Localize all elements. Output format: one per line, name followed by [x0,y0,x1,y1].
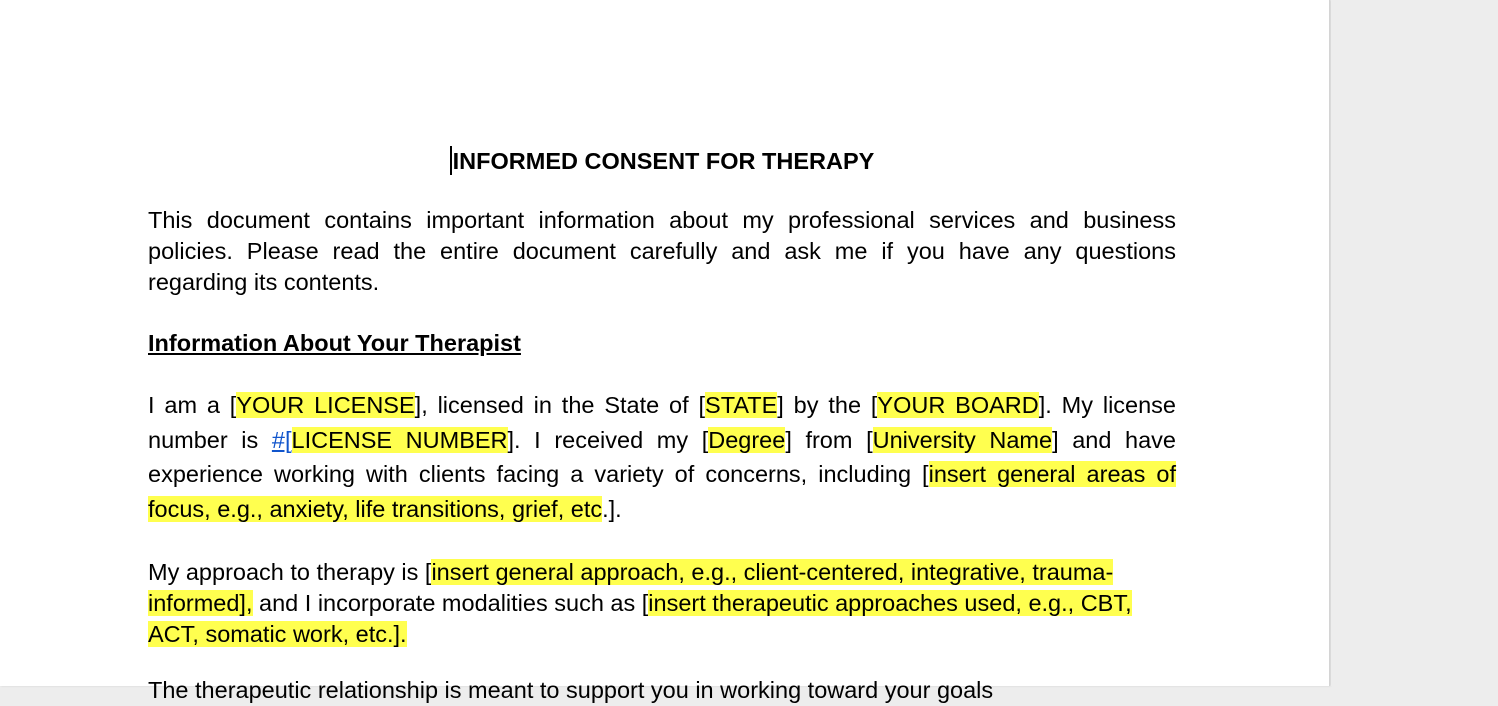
placeholder-modalities[interactable]: insert therapeutic approaches used, e.g., CBT, ACT, somatic work, etc.]. [148,590,1132,647]
page-gutter [1331,0,1498,686]
text-run: ], licensed in the State of [ [414,392,706,418]
therapist-info-paragraph[interactable] [148,388,1176,526]
intro-paragraph[interactable]: This document contains important information about my professional services and business policies. Please read the entire document carefully and ask me if you have any questions regarding its contents. [148,207,1176,295]
text-run: ]. I received my [ [507,426,709,453]
document-title-text[interactable]: INFORMED CONSENT FOR THERAPY [452,148,875,174]
document-title[interactable] [148,146,1176,176]
text-run: ] by the [ [777,392,878,418]
placeholder-focus-areas[interactable]: insert general areas of focus, e.g., anxiety, life transitions, grief, etc [148,461,1176,522]
text-run: My approach to therapy is [ [148,559,432,585]
license-number-link[interactable]: #[ [271,426,292,453]
text-run: .]. [602,495,622,522]
placeholder-state[interactable]: STATE [705,392,778,418]
approach-paragraph[interactable] [148,557,1176,650]
text-run: ] and have experience working with clients facing a variety of concerns, including [ [148,426,1176,487]
placeholder-general-approach[interactable]: insert general approach, e.g., client-centered, integrative, trauma-informed], [148,559,1114,616]
next-paragraph-partial[interactable]: The therapeutic relationship is meant to support you in working toward your goals [148,677,994,703]
text-cursor [450,146,452,175]
text-run: I am a [ [148,392,237,418]
text-run: ] from [ [785,426,873,453]
section-heading[interactable]: Information About Your Therapist [148,330,521,356]
text-run: and I incorporate modalities such as [ [252,590,649,616]
placeholder-degree[interactable]: Degree [708,426,786,453]
placeholder-university[interactable]: University Name [872,426,1053,453]
placeholder-license-number[interactable]: LICENSE NUMBER [291,426,508,453]
text-run: ]. My license number is [148,392,1176,453]
placeholder-board[interactable]: YOUR BOARD [877,392,1039,418]
placeholder-license[interactable]: YOUR LICENSE [236,392,415,418]
